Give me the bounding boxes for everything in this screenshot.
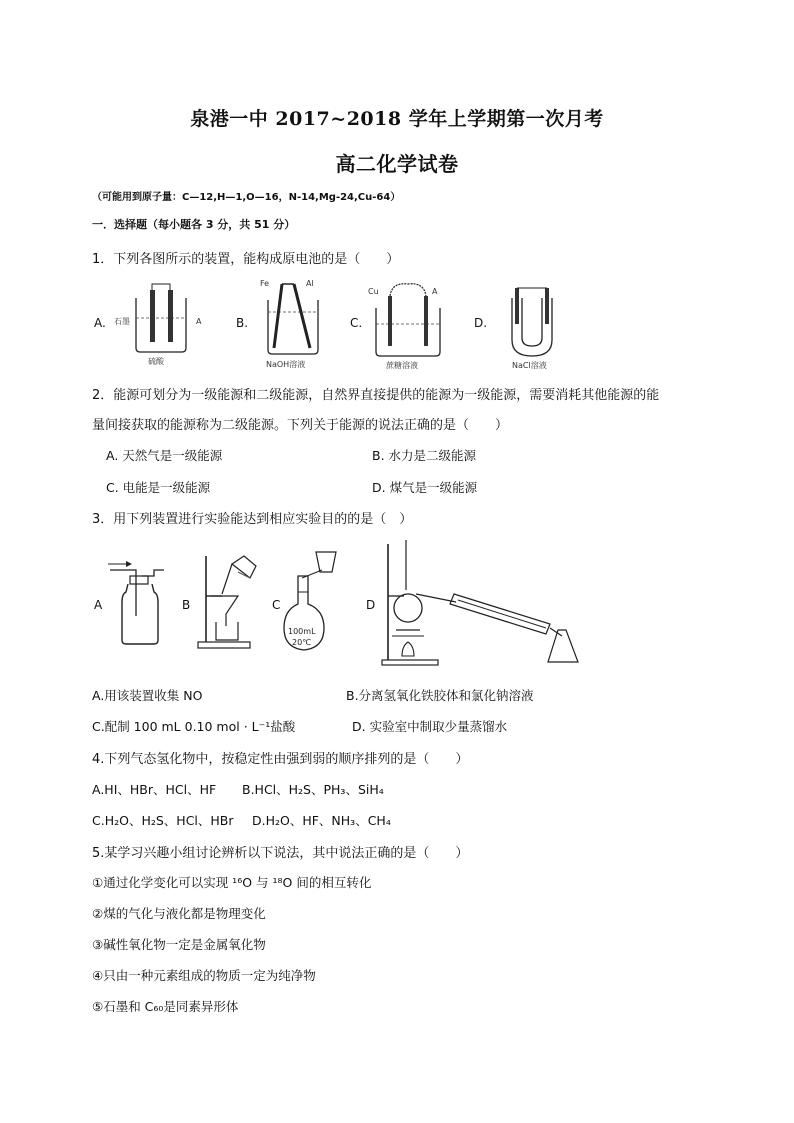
q1-figure-c (364, 278, 454, 370)
q3-label-b: B (182, 598, 191, 612)
q5-item-1: ①通过化学变化可以实现 ¹⁶O 与 ¹⁸O 间的相互转化 (92, 875, 372, 890)
q1-label-c: C. (350, 316, 363, 330)
q1a-electrode-label: 石墨 (114, 317, 130, 326)
q4-option-a: A.HI、HBr、HCl、HF (92, 782, 217, 797)
q2-option-a: A. 天然气是一级能源 (106, 448, 223, 463)
q1b-solution-label: NaOH溶液 (266, 360, 306, 369)
q3-figure-a-gas-bottle (104, 556, 172, 650)
q1d-solution-label: NaCl溶液 (512, 361, 547, 370)
q3c-temp-label: 20℃ (292, 638, 312, 647)
q5-item-5: ⑤石墨和 C₆₀是同素异形体 (92, 999, 239, 1014)
q1b-fe-label: Fe (260, 279, 270, 288)
exam-title: 泉港一中 2017~2018 学年上学期第一次月考 (190, 108, 604, 130)
q2-option-d: D. 煤气是一级能源 (372, 480, 478, 495)
q1a-solution-label: 硫酸 (148, 357, 164, 366)
q4-option-d: D.H₂O、HF、NH₃、CH₄ (252, 813, 391, 828)
q5-item-2: ②煤的气化与液化都是物理变化 (92, 906, 266, 921)
q2-option-b: B. 水力是二级能源 (372, 448, 477, 463)
q3-label-c: C (272, 598, 281, 612)
q1-label-b: B. (236, 316, 249, 330)
q3-option-a: A.用该装置收集 NO (92, 688, 203, 703)
q1a-meter-label: A (196, 317, 202, 326)
q1c-meter-label: A (432, 287, 438, 296)
q1-figure-a (112, 280, 212, 368)
q3-figure-c-volumetric-flask (278, 548, 350, 656)
q3-figure-b-filtration (192, 554, 268, 652)
q4-option-b: B.HCl、H₂S、PH₃、SiH₄ (242, 782, 384, 797)
q1-label-a: A. (94, 316, 106, 330)
section-heading: 一．选择题（每小题各 3 分，共 51 分） (92, 218, 296, 231)
atomic-mass-note: （可能用到原子量：C—12,H—1,O—16，N-14,Mg-24,Cu-64） (92, 192, 401, 203)
q4-stem: 4.下列气态氢化物中，按稳定性由强到弱的顺序排列的是（ ） (92, 752, 469, 767)
q4-option-c: C.H₂O、H₂S、HCl、HBr (92, 813, 234, 828)
q2-stem-line1: 2．能源可划分为一级能源和二级能源，自然界直接提供的能源为一级能源，需要消耗其他能源的能 (92, 388, 660, 403)
q1c-solution-label: 蔗糖溶液 (386, 361, 418, 370)
q1c-cu-label: Cu (368, 287, 379, 296)
q2-option-c: C. 电能是一级能源 (106, 480, 211, 495)
q3-option-d: D. 实验室中制取少量蒸馏水 (352, 719, 508, 734)
q3-label-a: A (94, 598, 103, 612)
q3-figure-d-distillation (374, 538, 584, 668)
q5-item-3: ③碱性氧化物一定是金属氧化物 (92, 937, 266, 952)
q1-stem: 1．下列各图所示的装置，能构成原电池的是（ ） (92, 252, 400, 267)
q3-option-b: B.分离氢氧化铁胶体和氯化钠溶液 (346, 688, 534, 703)
q3c-volume-label: 100mL (288, 627, 316, 636)
q1-figure-d (494, 278, 574, 370)
q3-option-c: C.配制 100 mL 0.10 mol · L⁻¹盐酸 (92, 719, 296, 734)
q3-label-d: D (366, 598, 376, 612)
q3-stem: 3．用下列装置进行实验能达到相应实验目的的是（ ） (92, 512, 413, 527)
exam-subtitle: 高二化学试卷 (335, 152, 459, 176)
q5-stem: 5.某学习兴趣小组讨论辨析以下说法，其中说法正确的是（ ） (92, 846, 469, 861)
q1-label-d: D. (474, 316, 488, 330)
q5-item-4: ④只由一种元素组成的物质一定为纯净物 (92, 968, 316, 983)
q2-stem-line2: 量间接获取的能源称为二级能源。下列关于能源的说法正确的是（ ） (92, 418, 509, 433)
q1-figure-b (252, 276, 332, 372)
q1b-al-label: Al (306, 279, 314, 288)
